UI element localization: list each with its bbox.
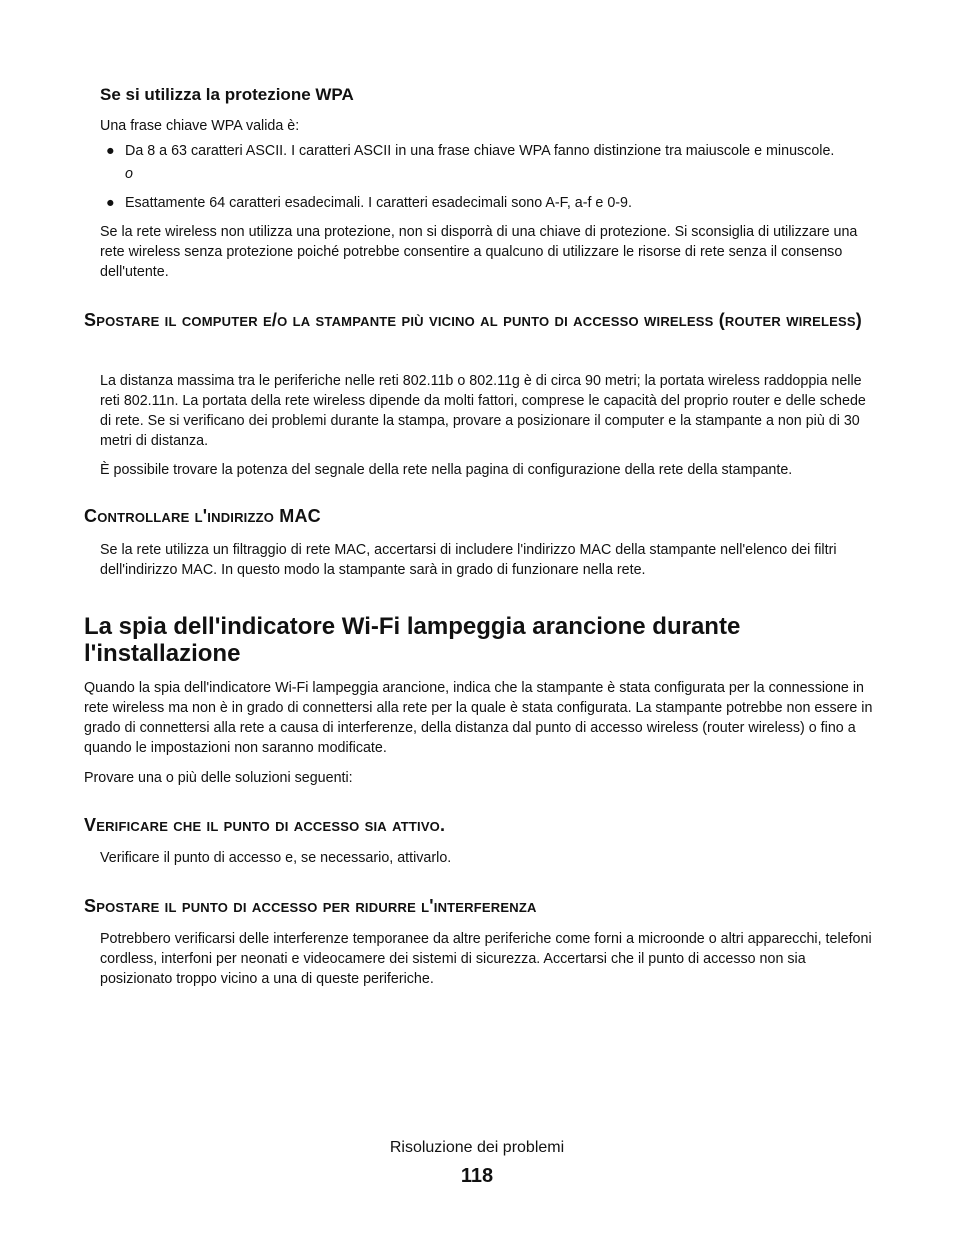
page-number: 118 <box>460 1165 494 1187</box>
wifi-section-heading: La spia dell'indicatore Wi-Fi lampeggia arancione durante l'installazione <box>84 613 741 667</box>
move-closer-p2: È possibile trovare la potenza del segnale della rete nella pagina di configurazione della rete della stampante. <box>100 462 793 478</box>
move-closer-p1: La distanza massima tra le periferiche nelle reti 802.11b o 802.11g è di circa 90 metri; la portata wireless raddoppia nelle reti 802.11n. La portata della rete wireless dipende da molti fattori, comprese le capacità del proprio router e delle schede di rete. Se si verificano dei problemi durante la stampa, provare a posizionare il computer e la stampante a non più di 30 metri di distanza. <box>100 373 866 449</box>
wifi-section-p2: Provare una o più delle soluzioni seguenti: <box>84 770 353 786</box>
wpa-intro: Una frase chiave WPA valida è: <box>100 118 300 134</box>
bullet-dot-icon: ● <box>106 143 115 159</box>
move-ap-heading: Spostare il punto di accesso per ridurre l'interferenza <box>84 896 537 916</box>
bullet-text: Esattamente 64 caratteri esadecimali. I caratteri esadecimali sono A-F, a-f e 0-9. <box>125 195 632 211</box>
bullet-dot-icon: ● <box>106 195 115 211</box>
wpa-or: o <box>125 166 133 182</box>
footer-section-title: Risoluzione dei problemi <box>389 1139 565 1156</box>
move-ap-p1: Potrebbero verificarsi delle interferenze temporanee da altre periferiche come forni a microonde o altri apparecchi, telefoni cordless, interfoni per neonati e videocamere dei sistemi di sicurezza. Accertarsi che il punto di accesso non sia posizionato troppo vicino a una di queste periferiche. <box>100 931 872 987</box>
wifi-section-p1: Quando la spia dell'indicatore Wi-Fi lampeggia arancione, indica che la stampante è stata configurata per la connessione in rete wireless ma non è in grado di connettersi alla rete per la quale è stata configurata. La stampante potrebbe non essere in grado di connettersi alla rete a causa di interferenze, della distanza dal punto di accesso wireless (router wireless) o fino a quando le impostazioni non saranno modificate. <box>84 680 873 756</box>
wpa-note: Se la rete wireless non utilizza una protezione, non si disporrà di una chiave di protezione. Si sconsiglia di utilizzare una rete wireless senza protezione poiché potrebbe consentire a qualcuno di utilizzare le risorse di rete senza il consenso dell'utente. <box>100 224 858 280</box>
wpa-heading: Se si utilizza la protezione WPA <box>100 85 354 104</box>
move-closer-heading: Spostare il computer e/o la stampante più vicino al punto di accesso wireless (router wireless) <box>84 310 862 330</box>
verify-ap-heading: Verificare che il punto di accesso sia attivo. <box>84 815 446 835</box>
mac-heading: Controllare l'indirizzo MAC <box>84 506 321 526</box>
bullet-text: Da 8 a 63 caratteri ASCII. I caratteri ASCII in una frase chiave WPA fanno distinzione tra maiuscole e minuscole. <box>125 143 835 159</box>
verify-ap-p1: Verificare il punto di accesso e, se necessario, attivarlo. <box>100 850 452 866</box>
mac-p1: Se la rete utilizza un filtraggio di rete MAC, accertarsi di includere l'indirizzo MAC della stampante nell'elenco dei filtri dell'indirizzo MAC. In questo modo la stampante sarà in grado di funzionare nella rete. <box>100 542 837 578</box>
